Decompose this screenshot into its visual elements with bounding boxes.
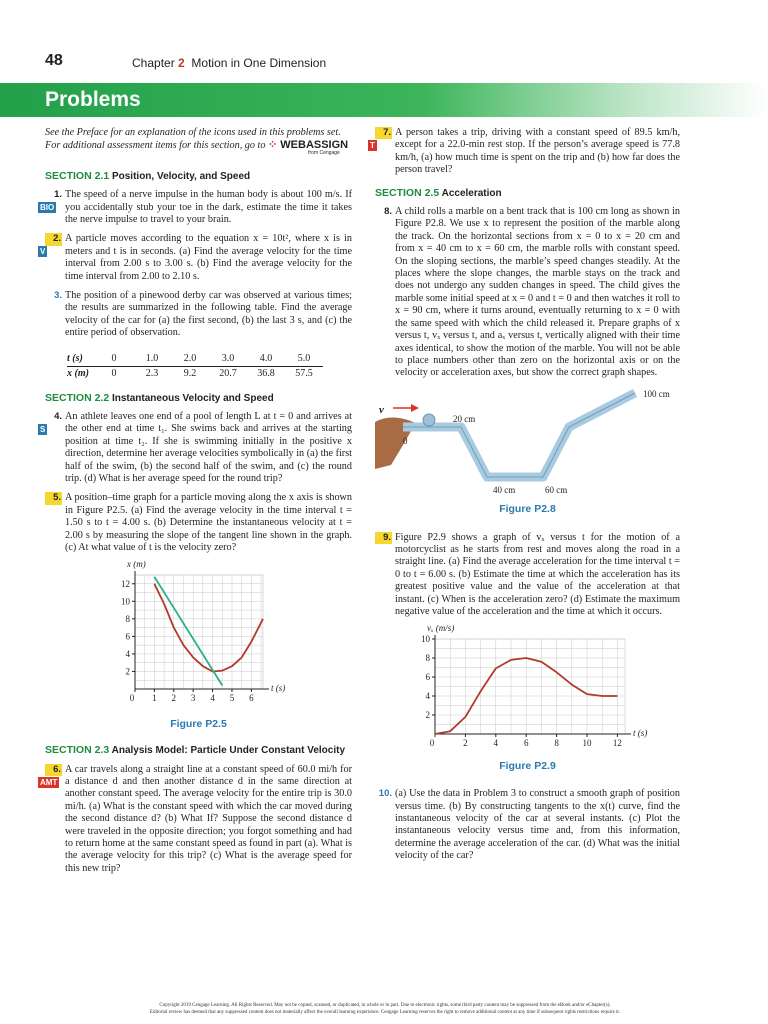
problem-number: 4.	[54, 410, 62, 422]
tutorial-icon: T	[370, 141, 375, 150]
chapter-label: Chapter	[132, 56, 175, 70]
x-tick-label: 2	[463, 738, 468, 749]
problem-number: 7.	[375, 127, 392, 139]
x-tick-label: 6	[249, 693, 254, 704]
y-tick-label: 2	[425, 710, 430, 721]
figure-p2-8-track	[375, 387, 680, 499]
x-tick-label: 4	[493, 738, 499, 749]
problem-text: The position of a pinewood derby car was observed at various times; the results are summarized in the following table. Find the average velocity of the car for (a) the first second, (b) the last 3 s, and (c) the entire period of observation.	[65, 290, 352, 339]
x-tick-label: 0	[429, 738, 435, 749]
svg-text:0: 0	[403, 435, 408, 446]
right-column	[370, 127, 680, 870]
x-tick-label: 8	[554, 738, 559, 749]
problem-4	[40, 410, 352, 485]
problem-2	[40, 233, 352, 283]
banner-title: Problems	[45, 88, 141, 111]
bio-icon: BIO	[40, 203, 55, 213]
figure-p2-8	[375, 387, 680, 516]
chapter-number: 2	[178, 56, 185, 70]
problem-number: 8.	[384, 206, 392, 218]
x-axis-label: t (s)	[271, 683, 286, 694]
page-number: 48	[45, 52, 63, 69]
problem-number: 9.	[375, 532, 392, 544]
velocity-label: v	[379, 403, 384, 416]
y-tick-label: 2	[125, 666, 130, 677]
problem-number: 10.	[378, 788, 392, 800]
copyright-footer: Copyright 2019 Cengage Learning. All Rights Reserved. May not be copied, scanned, or duplicated, in whole or in part. Due to electronic rights, some third party content may be suppressed from the eBook and/or eChapter(s). Editorial review has deemed that any suppressed content does not materially affect the overall learning experience. Cengage Learning reserves the right to remove additional content at any time if subsequent rights restrictions require it.	[149, 1003, 621, 1015]
svg-text:100 cm: 100 cm	[643, 388, 670, 399]
problem-8	[375, 206, 680, 380]
video-icon: V	[40, 247, 46, 257]
intro-text	[45, 127, 352, 160]
figure-p2-5-chart	[45, 561, 352, 713]
svg-text:60 cm: 60 cm	[545, 484, 568, 495]
problem-number: 2.	[45, 233, 62, 245]
x-tick-label: 10	[582, 738, 592, 749]
section-heading-2-1: SECTION 2.1 Position, Velocity, and Speed	[45, 169, 251, 182]
problem-text: A particle moves according to the equation x = 10t², where x is in meters and t is in seconds. (a) Find the average velocity for the time interval from 2.00 s to 3.00 s. (b) Find the average velocity for the time interval from 2.00 to 2.10 s.	[65, 233, 352, 282]
figure-p2-5	[45, 561, 352, 730]
figure-p2-9	[375, 625, 680, 772]
x-tick-label: 6	[523, 738, 529, 749]
figure-p2-9-chart	[375, 625, 680, 755]
intro-line-1: See the Preface for an explanation of the icons used in this problems set.	[45, 127, 341, 138]
problem-text: A child rolls a marble on a bent track that is 100 cm long as shown in Figure P2.8. We use x to represent the position of the marble along the track. On the horizontal sections from x = 0 to x = 20 cm and from x = 40 cm to x = 60 cm, the marble rolls with constant speed. On the sloping sections, the marble’s speed changes steadily. At the places where the slope changes, the marble stays on the track and does not undergo any sudden changes in speed. The child gives the marble some initial speed at x = 0 and t = 0 and then watches it roll to x = 90 cm, where it turns around, eventually returning to x = 0 with the same speed with which the child released it. Prepare graphs of x versus t, vₓ versus t, and aₓ versus t, vertically aligned with their time axes identical, to show the motion of the marble. You will not be able to place numbers other than zero on the horizontal axis or on the velocity or acceleration axes, but show the correct graph shapes.	[395, 206, 680, 379]
figure-caption: Figure P2.8	[499, 503, 556, 516]
problem-number: 5.	[45, 492, 62, 504]
problems-banner	[0, 83, 768, 117]
svg-text:40 cm: 40 cm	[493, 484, 516, 495]
x-tick-label: 2	[171, 693, 177, 704]
chapter-heading	[132, 56, 326, 70]
x-tick-label: 3	[190, 693, 196, 704]
x-tick-label: 0	[129, 693, 135, 704]
symbolic-icon: S	[40, 424, 46, 434]
problem-text: The speed of a nerve impulse in the human body is about 100 m/s. If you accidentally stub your toe in the dark, estimate the time it takes the nerve impulse to travel to your brain.	[65, 189, 352, 226]
x-tick-label: 1	[152, 693, 157, 704]
problem-1	[40, 189, 352, 226]
y-axis-label: vₓ (m/s)	[427, 625, 455, 634]
chapter-title: Motion in One Dimension	[191, 56, 327, 70]
left-column	[40, 127, 352, 882]
marble	[423, 414, 435, 426]
problem-number: 3.	[54, 290, 62, 302]
bent-track	[403, 393, 635, 477]
x-tick-label: 12	[612, 738, 622, 749]
problem-number: 1.	[54, 189, 62, 201]
problem-text: Figure P2.9 shows a graph of vₓ versus t for the motion of a motorcyclist as he starts from rest and moves along the road in a straight line. (a) Find the average acceleration for the time interval t = 0 to t = 6.00 s. (b) Estimate the time at which the acceleration has its greatest positive value and the value of the acceleration at that instant. (c) When is the acceleration zero? (d) Estimate the maximum negative value of the acceleration and the time at which it occurs.	[395, 531, 680, 617]
intro-line-2: For additional assessment items for this section, go to	[45, 140, 266, 152]
problem-text: A person takes a trip, driving with a constant speed of 89.5 km/h, except for a 22.0-min rest stop. If the person’s average speed is 77.8 km/h, (a) how much time is spent on the trip and (b) how far does the person travel?	[395, 127, 680, 176]
svg-text:20 cm: 20 cm	[453, 413, 476, 424]
problem-number: 6.	[45, 764, 62, 776]
webassign-logo: ⁘ WEBASSIGNfrom Cengage	[268, 139, 349, 157]
problem-text: A car travels along a straight line at a constant speed of 60.0 mi/h for a distance d and then another distance d in the same direction at another constant speed. The average velocity for the entire trip is 30.0 mi/h. (a) What is the constant speed with which the car moved during the second distance d? (b) What If? Suppose the second distance d were traveled in the opposite direction; you forgot something and had to return home at the same constant speed as found in part (a). What is the average velocity for this trip? (c) What is the average speed for this new trip?	[65, 763, 352, 874]
y-axis-label: x (m)	[127, 561, 146, 570]
y-tick-label: 8	[125, 614, 130, 625]
y-tick-label: 4	[425, 691, 430, 702]
y-tick-label: 8	[425, 653, 430, 664]
problem-text: A position–time graph for a particle moving along the x axis is shown in Figure P2.5. (a) Find the average velocity in the time interval t = 1.50 s to t = 4.00 s. (b) Determine the instantaneous velocity at t = 2.00 s by measuring the slope of the tangent line shown in the graph. (c) At what value of t is the velocity zero?	[65, 492, 352, 553]
x-tick-label: 5	[229, 693, 235, 704]
data-table: t (s) 0 1.0 2.0 3.0 4.0 5.0 x (m) 0 2.3 9.2 20.7 36.8 57.5	[67, 352, 323, 382]
y-tick-label: 6	[425, 672, 430, 683]
problem-10	[375, 788, 680, 862]
section-heading-2-5: SECTION 2.5 Acceleration	[375, 186, 502, 199]
problem-7	[370, 127, 680, 177]
figure-caption: Figure P2.5	[170, 717, 227, 730]
problem-text: An athlete leaves one end of a pool of length L at t = 0 and arrives at the other end at time t₁. She swims back and arrives at the starting position at time t₂. If she is swimming initially in the positive x direction, determine her average velocities symbolically in (a) the first half of the swim, (b) the second half of the swim, and (c) the round trip. (d) What is her average speed for the round trip?	[65, 410, 352, 484]
x-tick-label: 4	[210, 693, 215, 704]
problem-9	[375, 532, 680, 619]
y-tick-label: 4	[125, 649, 130, 660]
page-header	[45, 52, 745, 74]
x-axis-label: t (s)	[633, 728, 648, 739]
y-tick-label: 10	[421, 634, 430, 645]
y-tick-label: 12	[121, 579, 130, 590]
section-heading-2-3: SECTION 2.3 Analysis Model: Particle Under Constant Velocity	[45, 744, 346, 757]
webassign-dots-icon: ⁘	[268, 139, 278, 152]
section-heading-2-2: SECTION 2.2 Instantaneous Velocity and Speed	[45, 391, 274, 404]
y-tick-label: 6	[125, 631, 130, 642]
problem-3	[45, 290, 352, 340]
amt-icon: AMT	[40, 777, 58, 787]
problem-5	[45, 492, 352, 554]
problem-text: (a) Use the data in Problem 3 to construct a smooth graph of position versus time. (b) By constructing tangents to the x(t) curve, find the instantaneous velocity of the car at several instants. (c) Plot the instantaneous velocity versus time and, from this information, determine the average acceleration of the car. (d) What was the initial velocity of the car?	[395, 788, 680, 862]
problem-6	[40, 763, 352, 876]
y-tick-label: 10	[121, 596, 130, 607]
figure-caption: Figure P2.9	[499, 759, 556, 772]
